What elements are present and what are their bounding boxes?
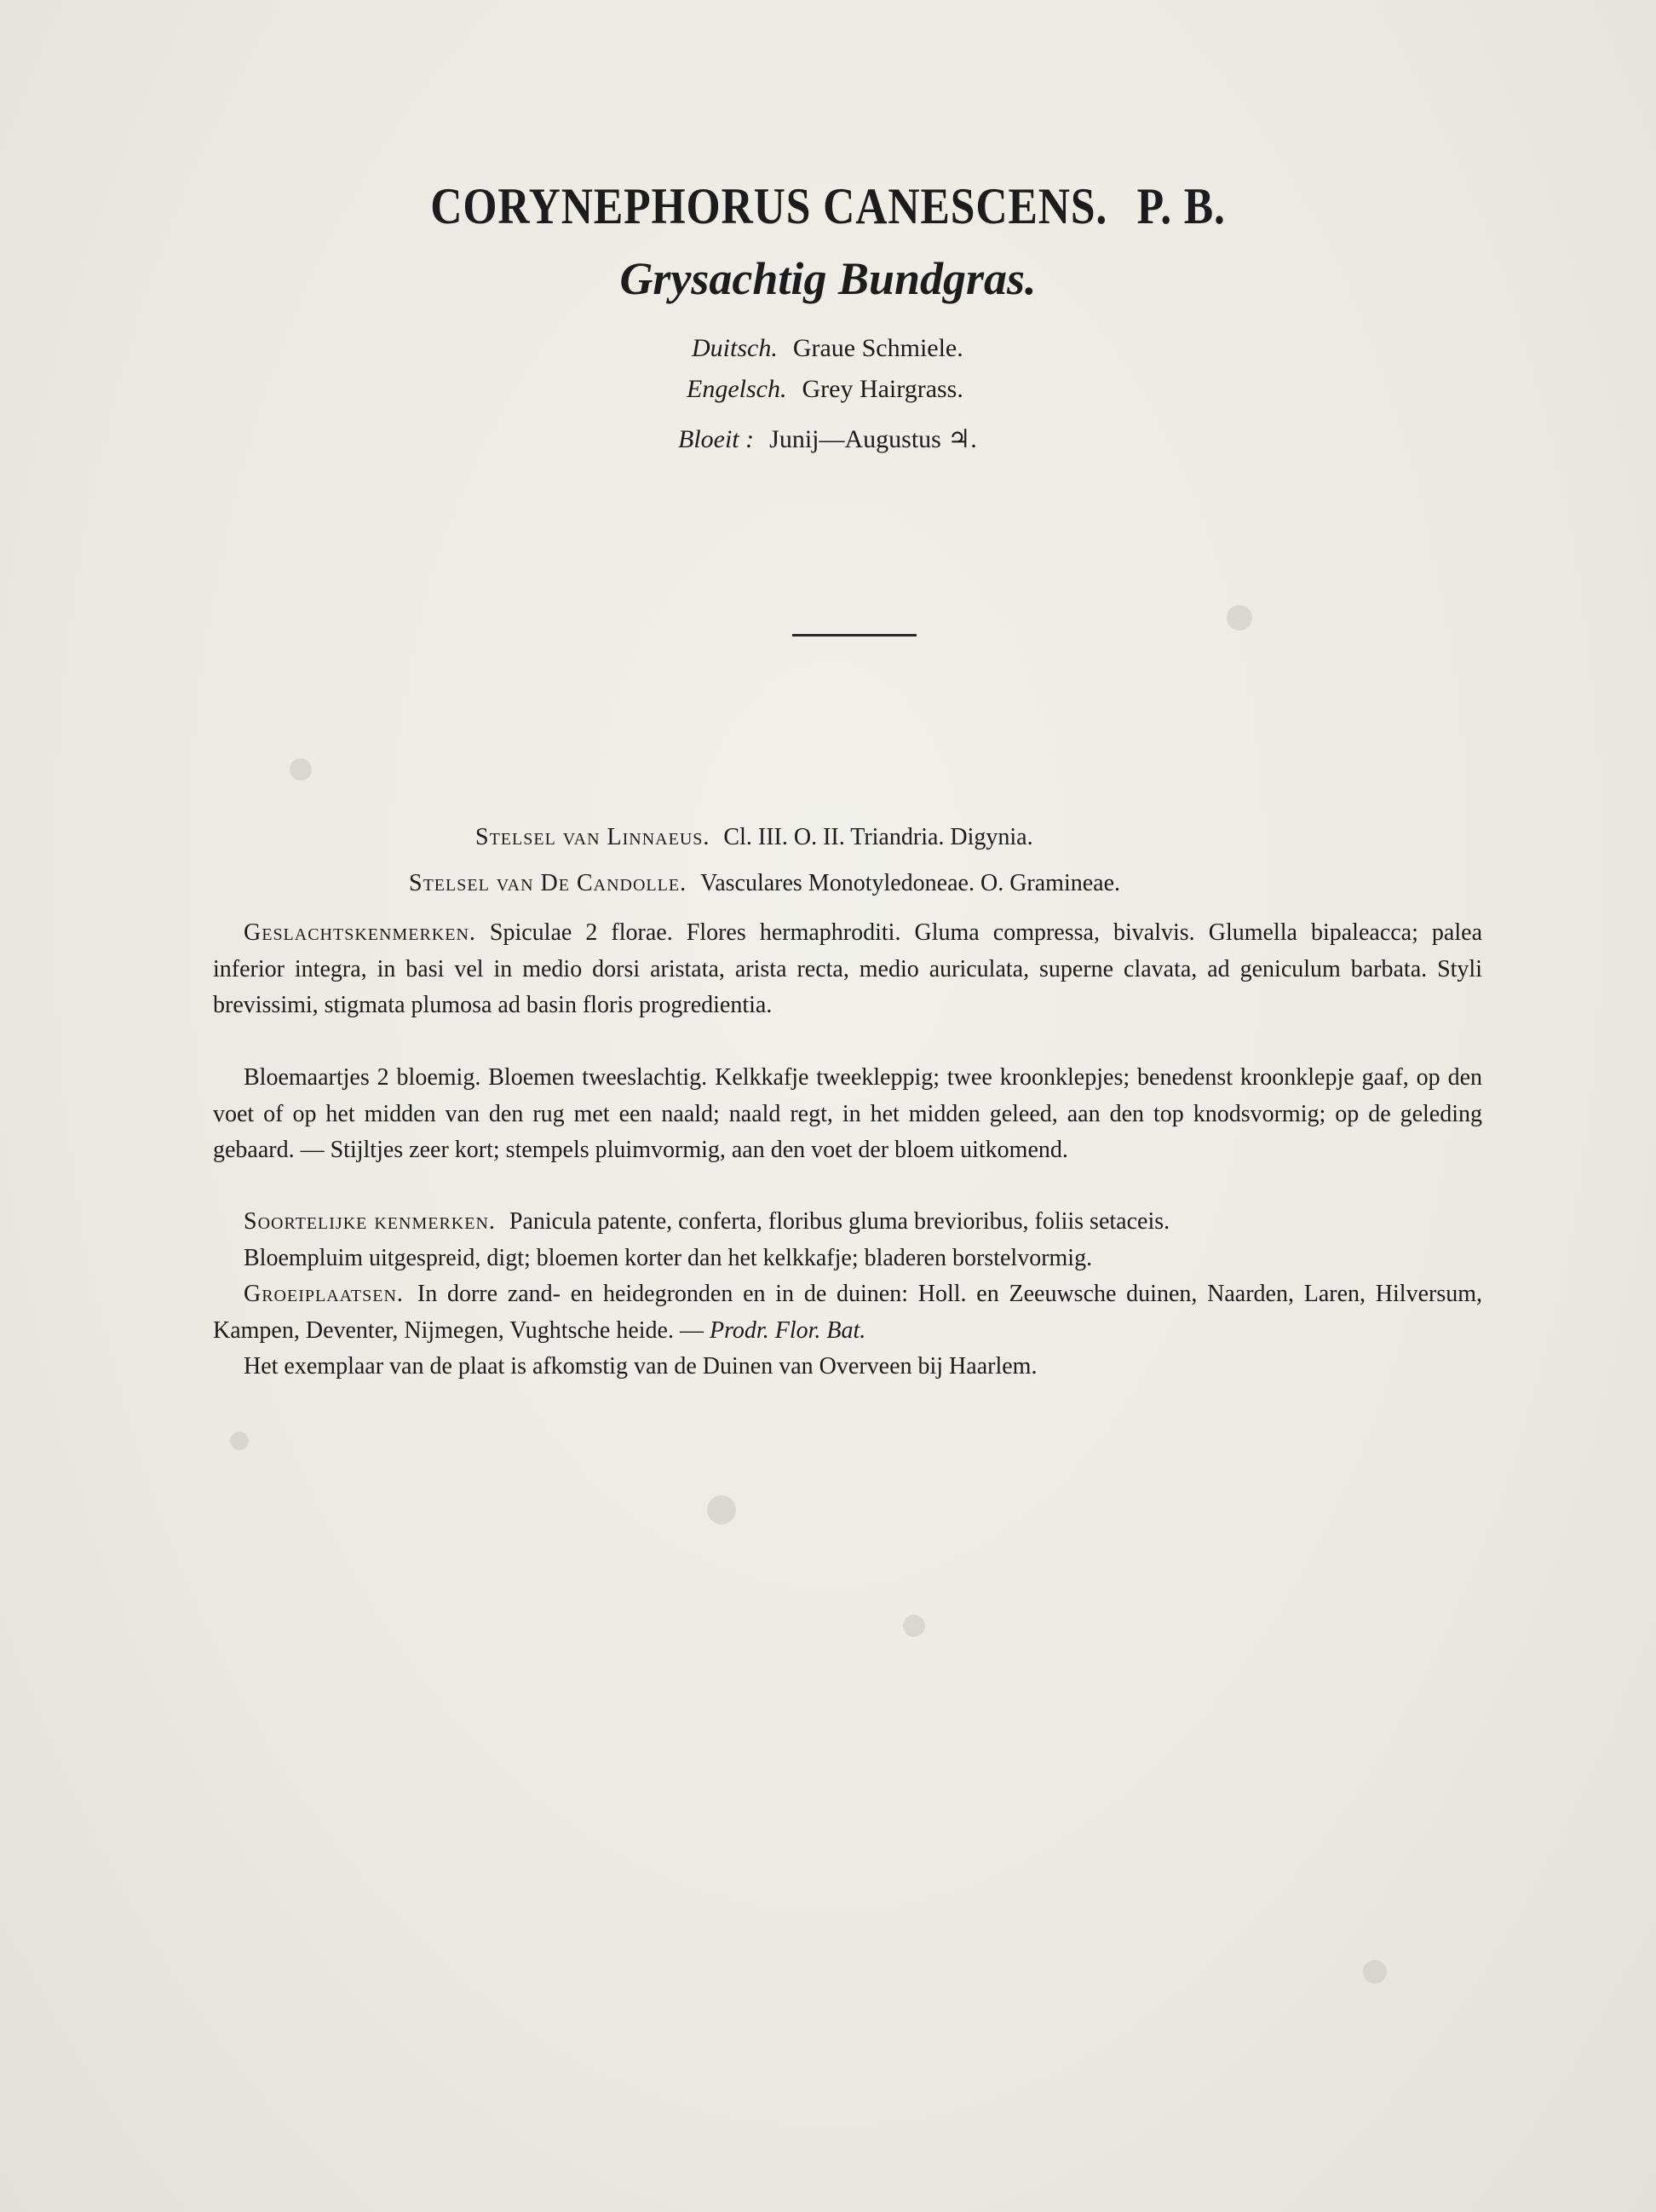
decandolle-value: Vasculares Monotyledoneae. O. Gramineae. bbox=[700, 870, 1121, 896]
paper-spot bbox=[230, 1431, 249, 1450]
paper-spot bbox=[1227, 605, 1252, 631]
species-characters-latin bbox=[213, 1204, 1482, 1241]
genus-characters-dutch: Bloemaartjes 2 bloemig. Bloemen tweeslachtig. Kelkkafje tweekleppig; twee kroonklepjes; benedenst kroonklepje gaaf, op den voet of op het midden van den rug met een naald; naald regt, in het midden geleed, aan den top knodsvormig; op de geleding gebaard. — Stijltjes zeer kort; stempels pluimvormig, aan den voet der bloem uitkomend. bbox=[213, 1064, 1482, 1163]
genus-latin-text: Spiculae 2 florae. Flores hermaphroditi. Gluma compressa, bivalvis. Glumella bipaleacca; palea inferior integra, in basi vel in medio dorsi aristata, arista recta, medio auriculata, superne clavata, ad geniculum barbata. Styli brevissimi, stigmata plumosa ad basin floris progredientia. bbox=[213, 919, 1482, 1018]
paper-spot bbox=[903, 1615, 925, 1637]
paper-spot bbox=[1363, 1960, 1387, 1984]
linnaeus-label: Stelsel van Linnaeus. bbox=[475, 824, 710, 850]
genus-characters-latin bbox=[213, 915, 1482, 1024]
flowering-line bbox=[678, 424, 977, 454]
paper-spot bbox=[290, 758, 312, 781]
english-label: Engelsch. bbox=[687, 375, 787, 403]
paper-spot bbox=[707, 1495, 736, 1524]
species-label: Soortelijke kenmerken. bbox=[244, 1208, 496, 1235]
decandolle-label: Stelsel van De Candolle. bbox=[409, 870, 687, 896]
species-characters-dutch: Bloempluim uitgespreid, digt; bloemen korter dan het kelkkafje; bladeren borstelvormig. bbox=[244, 1245, 1093, 1271]
species-title bbox=[116, 177, 1540, 236]
dutch-common-name: Grysachtig Bundgras. bbox=[619, 253, 1037, 304]
flowering-label: Bloeit : bbox=[678, 425, 755, 453]
divider-rule bbox=[792, 634, 917, 637]
genus-label: Geslachtskenmerken. bbox=[244, 919, 476, 946]
linnaeus-value: Cl. III. O. II. Triandria. Digynia. bbox=[723, 824, 1033, 850]
habitat-text: In dorre zand- en heidegronden en in de duinen: Holl. en Zeeuwsche duinen, Naarden, Laren, Hilversum, Kampen, Deventer, Nijmegen, Vughtsche heide. — bbox=[213, 1281, 1482, 1344]
german-name-line bbox=[692, 334, 963, 363]
linnaeus-system-line bbox=[475, 824, 1033, 851]
german-label: Duitsch. bbox=[692, 334, 778, 362]
decandolle-system-line bbox=[409, 870, 1120, 897]
habitat-label: Groeiplaatsen. bbox=[244, 1281, 404, 1307]
english-name: Grey Hairgrass. bbox=[802, 375, 963, 403]
german-name: Graue Schmiele. bbox=[792, 334, 963, 362]
author-abbreviation: P. B. bbox=[1136, 178, 1226, 234]
habitat-paragraph bbox=[213, 1276, 1482, 1349]
species-latin-text: Panicula patente, conferta, floribus gluma brevioribus, foliis setaceis. bbox=[509, 1208, 1170, 1235]
scientific-name: CORYNEPHORUS CANESCENS. bbox=[430, 178, 1108, 234]
habitat-reference: Prodr. Flor. Bat. bbox=[709, 1316, 866, 1344]
specimen-source: Het exemplaar van de plaat is afkomstig van de Duinen van Overveen bij Haarlem. bbox=[244, 1353, 1038, 1380]
flowering-period: Junij—Augustus ♃. bbox=[769, 425, 977, 453]
english-name-line bbox=[687, 375, 963, 404]
